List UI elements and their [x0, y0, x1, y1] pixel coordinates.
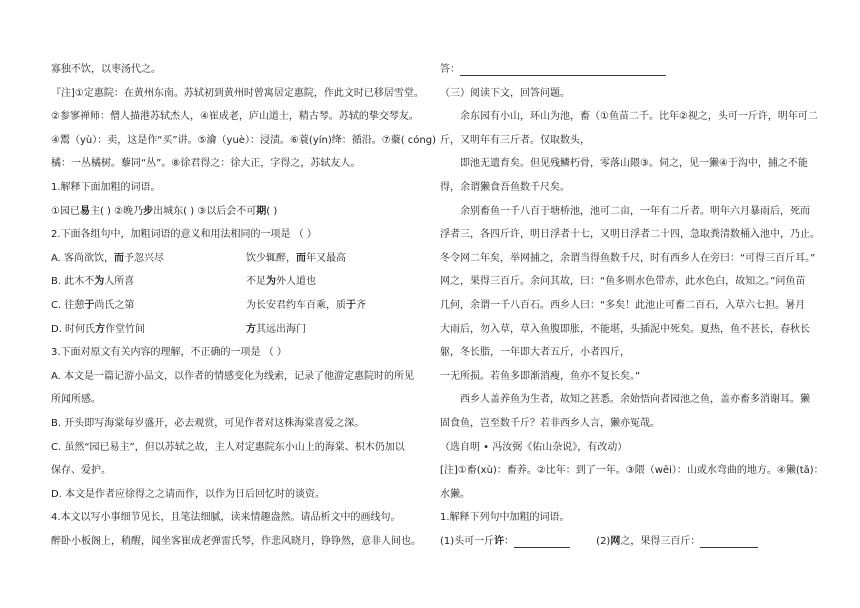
passage-line: 冬令网二年矣，举网捕之，余谓当得鱼数千尺，时有西乡人在旁曰：“可得三百斤耳。”	[440, 252, 816, 264]
passage-line: 固食鱼，岂至数千斤？若非西乡人言，獭亦冤哉。	[440, 417, 660, 429]
passage-line: 网之，果得三百斤。余问其故，曰：“鱼多则水色带赤，此水色白，故知之。”问鱼苗	[440, 276, 806, 288]
q3-option-line: 所闻所感。	[51, 394, 101, 406]
question-2-stem: 2.下面各组句中，加粗词语的意义和用法相同的一项是 （ ）	[51, 229, 317, 241]
q2-option-b: B. 此木不为人所喜 不足为外人道也	[51, 276, 316, 288]
passage-line: 大雨后，勿入草，草入鱼腹即胀，不能堪，头插泥中死矣。夏热，鱼不甚长，春秋长	[440, 323, 810, 335]
note-line: 水獭。	[440, 488, 470, 500]
question-4-quote: 醉卧小板阁上，稍醒，闻坐客崔成老弹雷氏琴，作悲风晓月，铮铮然，意非人间也。	[51, 535, 421, 547]
q3-option-line: A. 本文是一篇记游小品文，以作者的情感变化为线索，记录了他游定惠院时的所见	[51, 370, 415, 382]
question-1-items	[440, 536, 824, 548]
q1-item-b: ②晚乃步出城东( )	[114, 205, 195, 217]
question-1-stem: 1.解释下列句中加粗的词语。	[440, 512, 570, 524]
q3-option-line: D. 本文是作者应徐得之之请而作，以作为日后回忆时的谈资。	[51, 488, 326, 500]
answer-blank[interactable]	[514, 537, 570, 548]
q3-option-line: 保存、爱护。	[51, 465, 111, 477]
answer-blank[interactable]	[460, 65, 666, 76]
question-3-stem: 3.下面对原文有关内容的理解，不正确的一项是 （ ）	[51, 347, 287, 359]
passage-line: 余东园有小山，环山为池，畜（①鱼苗二千。比年②视之，头可一斤许，明年可二	[460, 111, 818, 123]
passage-line: 余别畜鱼一千八百于塘桥池，池可二亩，一年有二斤者。明年六月暴雨后，死而	[460, 205, 810, 217]
passage-line: 得，余谓獭食吾鱼数千尺矣。	[440, 181, 570, 193]
q3-option-line: B. 开头即写海棠每岁盛开，必去观赏，可见作者对这株海棠喜爱之深。	[51, 417, 365, 429]
passage-line: 即池无遗育矣。但见残鳞朽骨，零落山隈③。伺之，见一獭④于沟中，捕之不能	[460, 158, 808, 170]
q1-item-a: ①园已易主( )	[51, 205, 111, 217]
q2-option-c: C. 往憩于尚氏之第 为长安君约车百乘，质于齐	[51, 299, 366, 311]
note-line: ④鬻（yù）：卖，这是作“买”讲。⑤瀹（yuè）：浸渍。⑥蓑(yín)绛：循沿。⑦藂( cóng)	[51, 134, 437, 146]
q1-item-2: (2)网之，果得三百斤：	[596, 536, 758, 547]
q3-option-line: C. 虽然“园已易主”，但以苏轼之故，主人对定惠院东小山上的海棠、枳木仍加以	[51, 441, 405, 453]
q1-item-1: (1)头可一斤许：	[440, 536, 570, 547]
passage-line: 几何，余谓一千八百石。西乡人曰：“多矣！此池止可畜二百石，入草六七担。暑月	[440, 299, 806, 311]
q2-option-d: D. 时何氏方作堂竹间 方其远出海门	[51, 323, 306, 335]
question-1-stem: 1.解释下面加粗的词语。	[51, 181, 161, 193]
passage-line: 躯，冬长脂，一年即大者五斤，小者四斤，	[440, 347, 630, 359]
passage-line: 斤，又明年有三斤者。仅取数头，	[440, 134, 590, 146]
passage-line: 浮者三，各四斤许，明日浮者十七，又明日浮者二十四，急取粪清数桶入池中，乃止。	[440, 229, 820, 241]
note-line: ②参寥禅师：僧人描港苏轼杰人，④崔成老，庐山道士，精古琴。苏轼的挚交琴友。	[51, 111, 419, 123]
question-1-items	[51, 206, 435, 218]
passage-line: 西乡人盖养鱼为生者，故知之甚悉。余始悟向者园池之鱼，盖亦畜多消谢耳。獭	[460, 394, 810, 406]
note-line: 橘：一丛橘树。藜同“丛”。⑧徐君得之：徐大正，字得之，苏轼友人。	[51, 158, 361, 170]
note-line: 『注]①定惠院：在黄州东南。苏轼初到黄州时曾寓居定惠院，作此文时已移居雪堂。	[51, 87, 424, 99]
answer-line: 答：	[440, 64, 824, 76]
right-column	[440, 64, 824, 559]
left-column	[51, 64, 435, 559]
source-citation: （选自明 • 冯汝弼《佑山杂说》，有改动）	[440, 441, 628, 453]
q2-option-a: A. 客尚欲饮，而予忽兴尽 饮少辄醉，而年又最高	[51, 252, 346, 264]
question-4-stem: 4.本文以写小事细节见长，且笔法细腻，读来情趣盎然。请品析文中的画线句。	[51, 512, 401, 524]
section-title: （三）阅读下文，回答问题。	[440, 87, 570, 99]
text-line: 寡独不饮，以枣汤代之。	[51, 64, 161, 75]
answer-blank[interactable]	[700, 537, 758, 548]
passage-line: 一无所损。若鱼多即渐消瘦，鱼亦不复长矣。”	[440, 370, 641, 382]
note-line: [注]①畜(xù)：畜养。②比年：到了一年。③隈（wēi）：山或水弯曲的地方。④獭(tǎ)：	[440, 465, 824, 477]
q1-item-c: ③以后会不可期( )	[197, 205, 278, 217]
